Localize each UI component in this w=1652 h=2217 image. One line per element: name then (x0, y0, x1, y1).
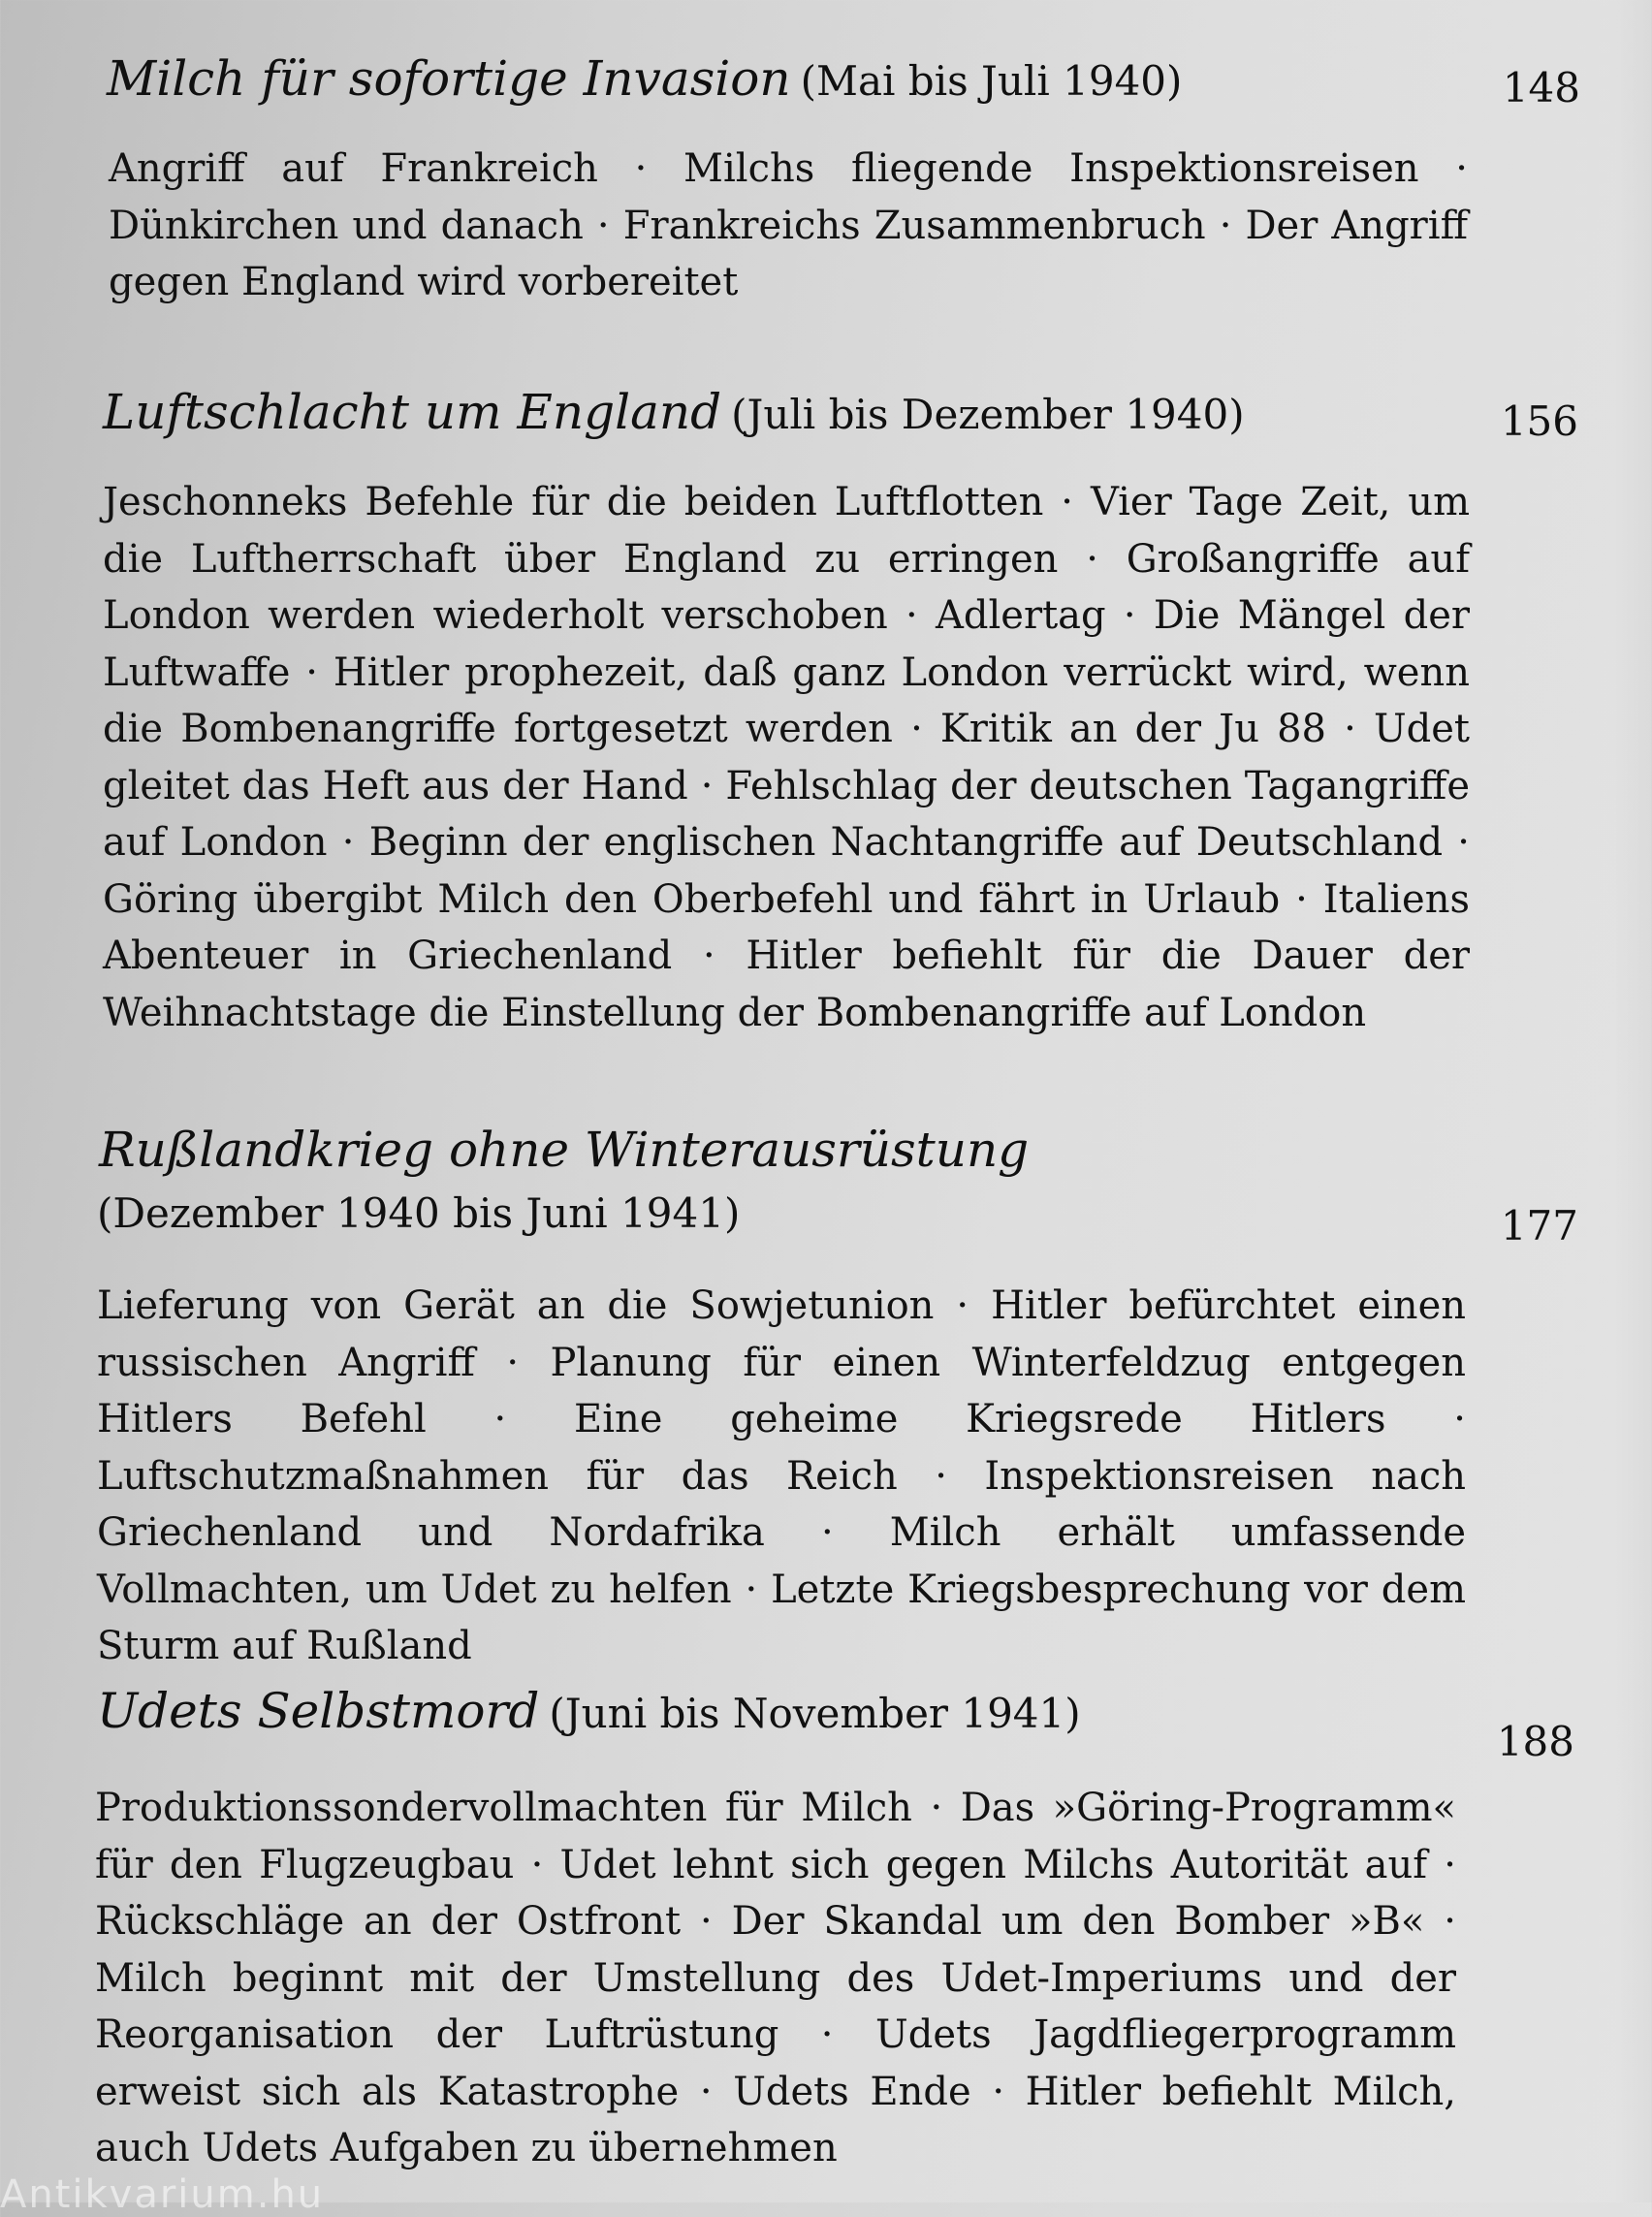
toc-entry-title-text: Udets Selbstmord (97, 1683, 540, 1739)
toc-entry-summary: Angriff auf Frankreich · Milchs fliegende Inspektionsreisen · Dünkirchen und danach · Frankreichs Zusammenbruch · Der Angriff gegen England wird vorbereitet (109, 146, 1468, 304)
toc-entry-title (107, 48, 1182, 111)
toc-entry-title (97, 1681, 1081, 1744)
toc-entry-title-text: Milch für sofortige Invasion (107, 50, 791, 107)
watermark: Antikvarium.hu (0, 2172, 325, 2217)
page-edge-shadow (1613, 0, 1652, 2202)
toc-entry-title (99, 1120, 1029, 1180)
toc-entry-summary: Produktionssondervollmachten für Milch · Das »Göring-Programm« für den Flugzeugbau · Udet lehnt sich gegen Milchs Autorität auf · Rückschläge an der Ostfront · Der Skandal um den Bomber »B« · Milch beginnt mit der Umstellung des Udet-Imperiums und der Reorganisation der Luftrüstung · Udets Jagdfliegerprogramm erweist sich als Katastrophe · Udets Ende · Hitler befiehlt Milch, auch Udets Aufgaben zu übernehmen (95, 1786, 1456, 2170)
toc-entry-dates: (Dezember 1940 bis Juni 1941) (97, 1189, 741, 1237)
toc-entry-title-text: Luftschlacht um England (103, 384, 722, 440)
toc-entry-summary: Lieferung von Gerät an die Sowjetunion · Hitler befürchtet einen russischen Angriff · Planung für einen Winterfeldzug entgegen Hitlers Befehl · Eine geheime Kriegsrede Hitlers · Luftschutzmaßnahmen für das Reich · Inspektionsreisen nach Griechenland und Nordafrika · Milch erhält umfassende Vollmachten, um Udet zu helfen · Letzte Kriegsbesprechung vor dem Sturm auf Rußland (97, 1283, 1466, 1668)
toc-entry-dates: (Mai bis Juli 1940) (800, 57, 1183, 105)
toc-entry-dates: (Juli bis Dezember 1940) (731, 391, 1245, 438)
toc-entry-page-number: 148 (1502, 64, 1580, 111)
toc-entry-dates: (Juni bis November 1941) (549, 1690, 1081, 1737)
toc-entry-summary: Jeschonneks Befehle für die beiden Luftflotten · Vier Tage Zeit, um die Luftherrschaft über England zu erringen · Großangriffe auf London werden wiederholt verschoben · Adlertag · Die Mängel der Luftwaffe · Hitler prophezeit, daß ganz London verrückt wird, wenn die Bombenangriffe fortgesetzt werden · Kritik an der Ju 88 · Udet gleitet das Heft aus der Hand · Fehlschlag der deutschen Tagangriffe auf London · Beginn der englischen Nachtangriffe auf Deutschland · Göring übergibt Milch den Oberbefehl und fährt in Urlaub · Italiens Abenteuer in Griechenland · Hitler befiehlt für die Dauer der Weihnachtstage die Einstellung der Bombenangriffe auf London (103, 480, 1470, 1035)
toc-entry-page-number: 156 (1500, 397, 1578, 445)
toc-entry-page-number: 188 (1496, 1718, 1574, 1765)
toc-entry-title-text: Rußlandkrieg ohne Winterausrüstung (99, 1122, 1030, 1178)
toc-entry-title (103, 382, 1245, 445)
toc-entry-page-number: 177 (1500, 1202, 1578, 1250)
